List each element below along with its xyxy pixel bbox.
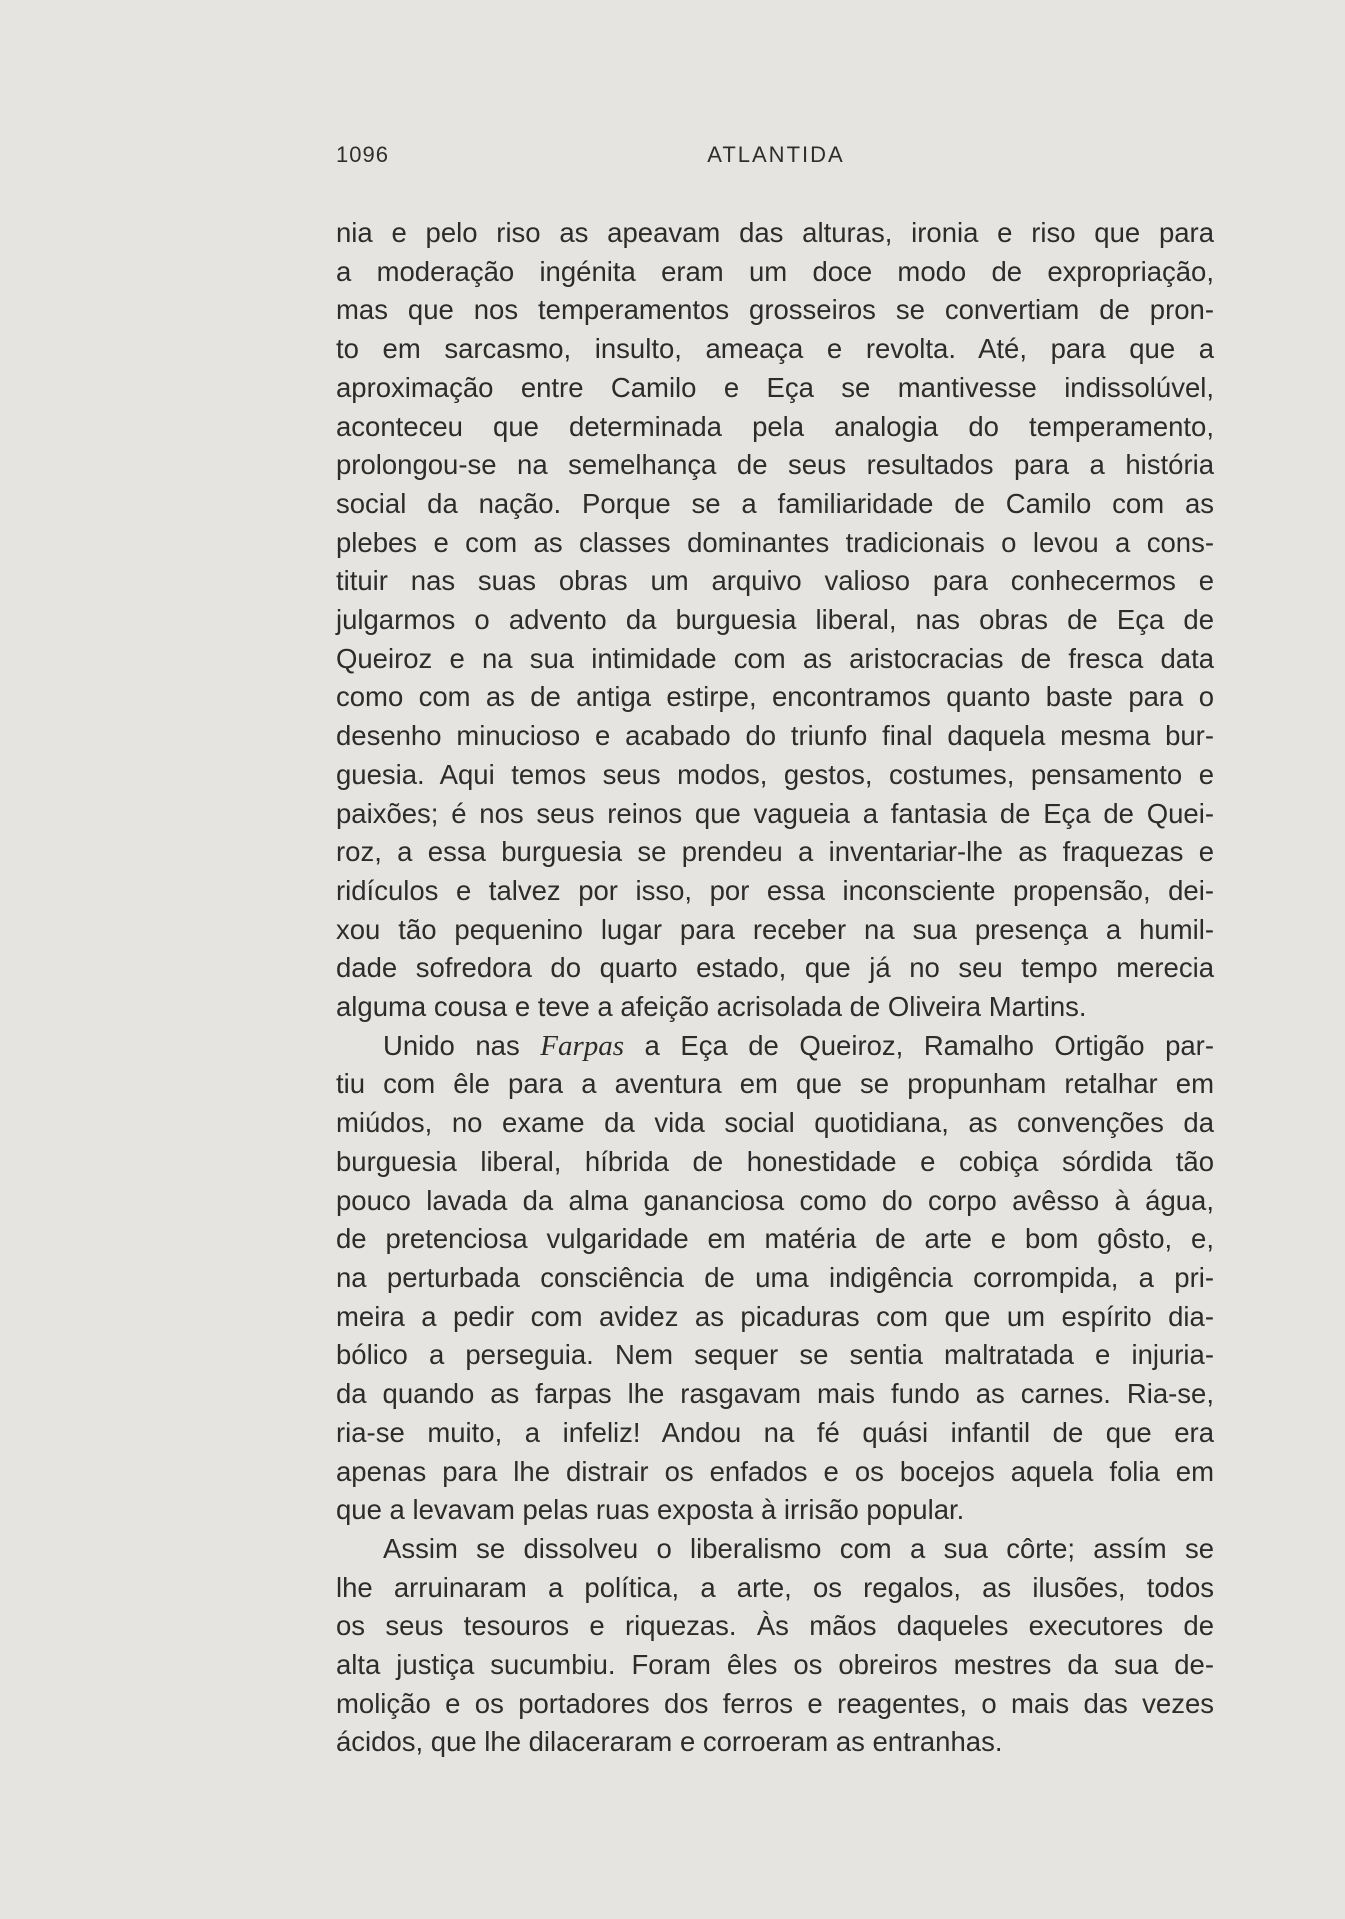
text-line: xou tão pequenino lugar para receber na sua presença a humil-	[336, 913, 1214, 945]
page-header	[336, 142, 1216, 172]
text-line: dade sofredora do quarto estado, que já no seu tempo merecia	[336, 952, 1214, 984]
page-number: 1096	[336, 142, 389, 167]
text-line: mas que nos temperamentos grosseiros se convertiam de pron-	[336, 294, 1214, 326]
text-line: na perturbada consciência de uma indigência corrompida, a pri-	[336, 1261, 1214, 1293]
paragraph	[336, 214, 1214, 1027]
text-line: os seus tesouros e riquezas. Às mãos daqueles executores de	[336, 1610, 1214, 1642]
text-line: lhe arruinaram a política, a arte, os regalos, as ilusões, todos	[336, 1571, 1214, 1603]
text-line: guesia. Aqui temos seus modos, gestos, costumes, pensamento e	[336, 758, 1214, 790]
text-line: Assim se dissolveu o liberalismo com a sua côrte; assím se	[383, 1532, 1214, 1564]
text-line: desenho minucioso e acabado do triunfo final daquela mesma bur-	[336, 720, 1214, 752]
text-line: Unido nas Farpas a Eça de Queiroz, Ramalho Ortigão par-	[383, 1029, 1214, 1062]
text-line: alta justiça sucumbiu. Foram êles os obreiros mestres da sua de-	[336, 1649, 1214, 1681]
text-line: ácidos, que lhe dilaceraram e corroeram as entranhas.	[336, 1726, 1003, 1758]
text-line: tituir nas suas obras um arquivo valioso para conhecermos e	[336, 565, 1214, 597]
paragraph	[336, 1530, 1214, 1762]
paragraph	[336, 1027, 1214, 1530]
text-line: plebes e com as classes dominantes tradicionais o levou a cons-	[336, 526, 1214, 558]
body-text	[336, 214, 1214, 1762]
text-line: paixões; é nos seus reinos que vagueia a fantasia de Eça de Quei-	[336, 797, 1214, 829]
text-line: roz, a essa burguesia se prendeu a inventariar-lhe as fraquezas e	[336, 836, 1214, 868]
text-line: ridículos e talvez por isso, por essa inconsciente propensão, dei-	[336, 874, 1214, 906]
text-line: pouco lavada da alma gananciosa como do corpo avêsso à água,	[336, 1184, 1214, 1216]
text-line: aproximação entre Camilo e Eça se mantivesse indissolúvel,	[336, 371, 1214, 403]
text-line: aconteceu que determinada pela analogia do temperamento,	[336, 410, 1214, 442]
text-line: miúdos, no exame da vida social quotidiana, as convenções da	[336, 1107, 1214, 1139]
text-line: apenas para lhe distrair os enfados e os bocejos aquela folia em	[336, 1455, 1214, 1487]
text-line: como com as de antiga estirpe, encontramos quanto baste para o	[336, 681, 1214, 713]
text-line: alguma cousa e teve a afeição acrisolada de Oliveira Martins.	[336, 991, 1087, 1023]
text-line: julgarmos o advento da burguesia liberal, nas obras de Eça de	[336, 604, 1214, 636]
text-line: a moderação ingénita eram um doce modo de expropriação,	[336, 255, 1214, 287]
text-line: da quando as farpas lhe rasgavam mais fundo as carnes. Ria-se,	[336, 1378, 1214, 1410]
text-line: tiu com êle para a aventura em que se propunham retalhar em	[336, 1068, 1214, 1100]
text-line: burguesia liberal, híbrida de honestidade e cobiça sórdida tão	[336, 1145, 1214, 1177]
text-line: to em sarcasmo, insulto, ameaça e revolta. Até, para que a	[336, 333, 1214, 365]
text-line: molição e os portadores dos ferros e reagentes, o mais das vezes	[336, 1687, 1214, 1719]
text-line: que a levavam pelas ruas exposta à irrisão popular.	[336, 1494, 965, 1526]
text-line: ria-se muito, a infeliz! Andou na fé quási infantil de que era	[336, 1416, 1214, 1448]
text-line: de pretenciosa vulgaridade em matéria de arte e bom gôsto, e,	[336, 1223, 1214, 1255]
text-line: bólico a perseguia. Nem sequer se sentia maltratada e injuria-	[336, 1339, 1214, 1371]
text-line: Queiroz e na sua intimidade com as aristocracias de fresca data	[336, 642, 1214, 674]
text-line: social da nação. Porque se a familiaridade de Camilo com as	[336, 487, 1214, 519]
text-line: prolongou-se na semelhança de seus resultados para a história	[336, 449, 1214, 481]
text-line: nia e pelo riso as apeavam das alturas, ironia e riso que para	[336, 217, 1214, 248]
running-title: ATLANTIDA	[707, 142, 845, 167]
text-line: meira a pedir com avidez as picaduras com que um espírito dia-	[336, 1300, 1214, 1332]
